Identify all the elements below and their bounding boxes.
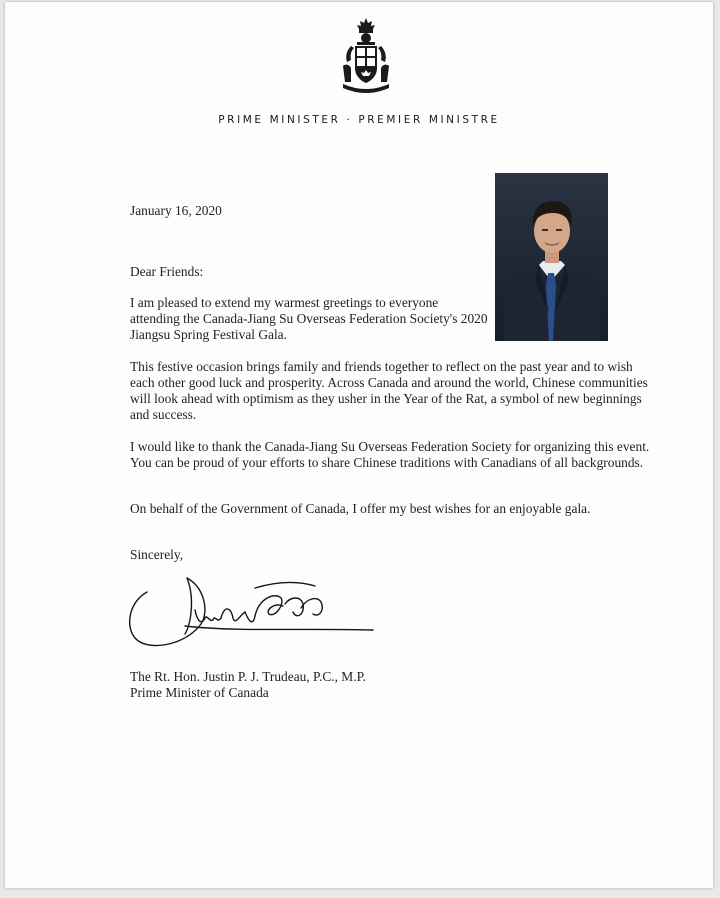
- signer-title: Prime Minister of Canada: [130, 685, 269, 700]
- signer-name: The Rt. Hon. Justin P. J. Trudeau, P.C., M.P.: [130, 669, 366, 684]
- paragraph: This festive occasion brings family and friends together to reflect on the past year and to wish each other good luck and prosperity. Across Canada and around the world, Chinese communities will look ahead with optimism as they usher in the Year of the Rat, a symbol of new beginnings and success.: [130, 359, 648, 422]
- paragraph: I would like to thank the Canada-Jiang Su Overseas Federation Society for organizing this event. You can be proud of your efforts to share Chinese traditions with Canadians of all backgrounds.: [130, 439, 650, 470]
- salutation: Dear Friends:: [130, 264, 204, 279]
- letter-date: January 16, 2020: [130, 203, 222, 218]
- letterhead-title: PRIME MINISTER · PREMIER MINISTRE: [218, 114, 500, 126]
- paragraph: On behalf of the Government of Canada, I offer my best wishes for an enjoyable gala.: [130, 501, 591, 516]
- letter-page: [5, 2, 713, 888]
- prime-minister-portrait: [495, 173, 608, 341]
- canadian-coat-of-arms-icon: [337, 16, 395, 98]
- paragraph: I am pleased to extend my warmest greetings to everyone attending the Canada-Jiang Su Overseas Federation Society's 2020 Jiangsu Spring Festival Gala.: [130, 295, 488, 342]
- closing: Sincerely,: [130, 547, 184, 562]
- handwritten-signature: [125, 574, 380, 656]
